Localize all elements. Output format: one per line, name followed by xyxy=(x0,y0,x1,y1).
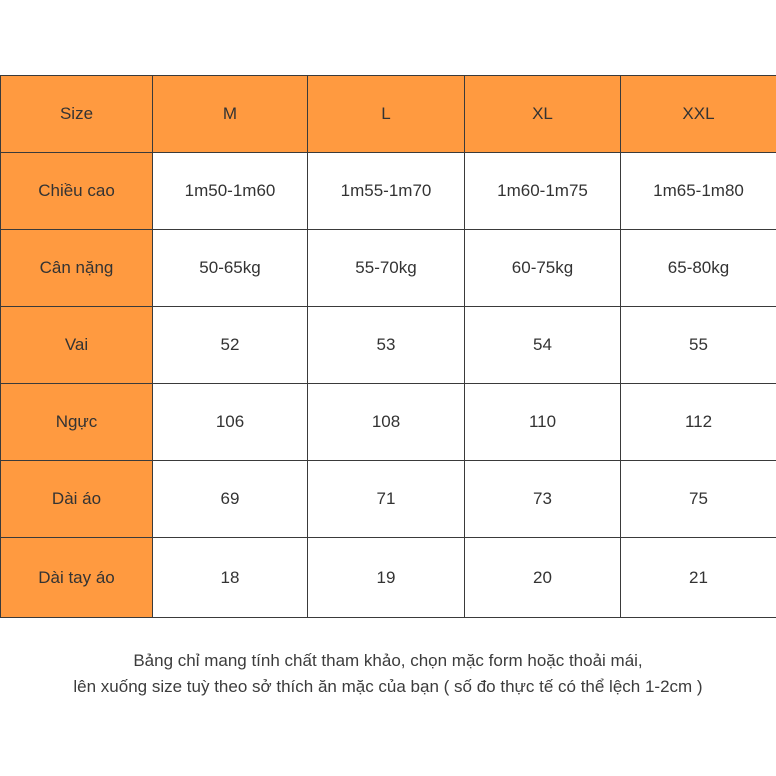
table-cell: 1m50-1m60 xyxy=(153,153,308,230)
table-cell: 19 xyxy=(308,538,465,618)
table-cell: 55-70kg xyxy=(308,230,465,307)
header-size-xl: XL xyxy=(465,76,621,153)
table-row-chest xyxy=(1,384,776,461)
table-cell: 110 xyxy=(465,384,621,461)
table-cell: 50-65kg xyxy=(153,230,308,307)
table-row-length xyxy=(1,461,776,538)
header-size-m: M xyxy=(153,76,308,153)
row-label: Dài tay áo xyxy=(1,538,153,618)
row-label: Chiều cao xyxy=(1,153,153,230)
table-cell: 71 xyxy=(308,461,465,538)
header-size-xxl: XXL xyxy=(621,76,776,153)
table-cell: 53 xyxy=(308,307,465,384)
row-label: Cân nặng xyxy=(1,230,153,307)
table-cell: 69 xyxy=(153,461,308,538)
table-cell: 75 xyxy=(621,461,776,538)
table-cell: 60-75kg xyxy=(465,230,621,307)
table-cell: 65-80kg xyxy=(621,230,776,307)
table-cell: 20 xyxy=(465,538,621,618)
table-cell: 112 xyxy=(621,384,776,461)
table-cell: 54 xyxy=(465,307,621,384)
row-label: Ngực xyxy=(1,384,153,461)
header-size-label: Size xyxy=(1,76,153,153)
size-chart-table xyxy=(0,75,776,618)
reference-note xyxy=(0,648,776,700)
table-cell: 1m55-1m70 xyxy=(308,153,465,230)
table-cell: 73 xyxy=(465,461,621,538)
table-cell: 18 xyxy=(153,538,308,618)
table-row-sleeve xyxy=(1,538,776,618)
table-row-height xyxy=(1,153,776,230)
table-cell: 1m60-1m75 xyxy=(465,153,621,230)
table-cell: 106 xyxy=(153,384,308,461)
header-size-l: L xyxy=(308,76,465,153)
note-line-2: lên xuống size tuỳ theo sở thích ăn mặc của bạn ( số đo thực tế có thể lệch 1-2cm ) xyxy=(73,677,703,696)
row-label: Dài áo xyxy=(1,461,153,538)
row-label: Vai xyxy=(1,307,153,384)
table-cell: 21 xyxy=(621,538,776,618)
note-line-1: Bảng chỉ mang tính chất tham khảo, chọn mặc form hoặc thoải mái, xyxy=(133,651,643,670)
table-row-weight xyxy=(1,230,776,307)
table-row-shoulder xyxy=(1,307,776,384)
table-header-row xyxy=(1,76,776,153)
table-cell: 1m65-1m80 xyxy=(621,153,776,230)
table-cell: 52 xyxy=(153,307,308,384)
table-cell: 55 xyxy=(621,307,776,384)
table-cell: 108 xyxy=(308,384,465,461)
